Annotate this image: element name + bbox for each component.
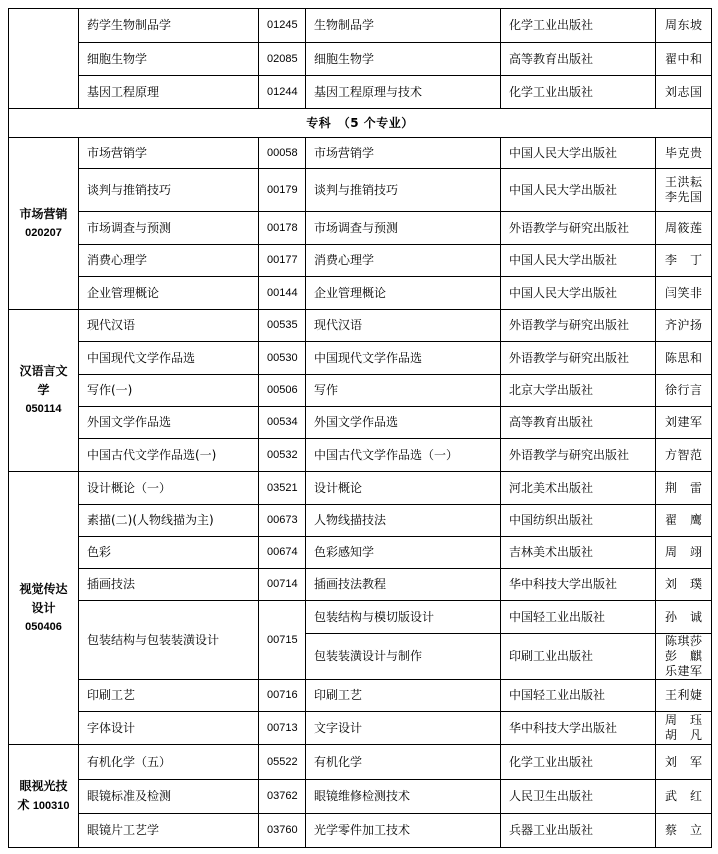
author-name: 陈思和 xyxy=(665,350,702,365)
course-code-cell: 00535 xyxy=(259,310,306,342)
course-name-cell: 现代汉语 xyxy=(79,310,259,342)
author-cell xyxy=(656,439,712,472)
textbook-title-cell: 插画技法教程 xyxy=(306,569,501,601)
author-cell xyxy=(656,745,712,780)
table-row xyxy=(9,745,712,780)
author-name: 毕克贵 xyxy=(665,145,702,160)
textbook-title-cell: 印刷工艺 xyxy=(306,680,501,712)
publisher-cell: 兵器工业出版社 xyxy=(501,814,656,848)
author-name: 乐建军 xyxy=(665,664,702,678)
table-row xyxy=(9,245,712,277)
textbook-title-cell: 写作 xyxy=(306,375,501,407)
course-code-cell: 00530 xyxy=(259,342,306,375)
publisher-cell: 人民卫生出版社 xyxy=(501,780,656,814)
author-cell xyxy=(656,780,712,814)
course-name-cell: 眼镜标准及检测 xyxy=(79,780,259,814)
author-cell xyxy=(656,814,712,848)
course-name-cell: 印刷工艺 xyxy=(79,680,259,712)
major-name: 眼视光技术 xyxy=(17,778,68,812)
table-row xyxy=(9,212,712,245)
author-cell xyxy=(656,680,712,712)
course-code-cell: 00532 xyxy=(259,439,306,472)
author-name: 翟 鹰 xyxy=(665,513,702,527)
section-header: 专科 （5 个专业） xyxy=(9,109,712,138)
author-name: 齐沪扬 xyxy=(665,318,702,332)
author-name: 徐行言 xyxy=(665,383,702,397)
table-row xyxy=(9,169,712,212)
course-code-cell: 01244 xyxy=(259,76,306,109)
course-name-cell: 眼镜片工艺学 xyxy=(79,814,259,848)
author-name: 刘 璞 xyxy=(665,577,702,591)
course-name-cell: 中国古代文学作品选(一) xyxy=(79,439,259,472)
author-name: 王洪耘 xyxy=(665,175,702,189)
author-cell xyxy=(656,569,712,601)
table-row xyxy=(9,9,712,43)
publisher-cell: 河北美术出版社 xyxy=(501,472,656,505)
table-body xyxy=(9,9,712,848)
author-name: 刘志国 xyxy=(665,84,702,99)
textbook-title-cell: 色彩感知学 xyxy=(306,537,501,569)
author-cell xyxy=(656,277,712,310)
course-name-cell: 市场营销学 xyxy=(79,138,259,169)
textbook-title-cell: 人物线描技法 xyxy=(306,505,501,537)
author-cell xyxy=(656,43,712,76)
textbook-title-cell: 外国文学作品选 xyxy=(306,407,501,439)
author-name: 方智范 xyxy=(665,447,702,462)
publisher-cell: 北京大学出版社 xyxy=(501,375,656,407)
course-code-cell: 00058 xyxy=(259,138,306,169)
textbook-title-cell: 谈判与推销技巧 xyxy=(306,169,501,212)
table-row xyxy=(9,342,712,375)
publisher-cell: 化学工业出版社 xyxy=(501,9,656,43)
textbook-title-cell: 眼镜维修检测技术 xyxy=(306,780,501,814)
publisher-cell: 化学工业出版社 xyxy=(501,745,656,780)
publisher-cell: 中国人民大学出版社 xyxy=(501,169,656,212)
publisher-cell: 中国人民大学出版社 xyxy=(501,138,656,169)
course-code-cell: 00716 xyxy=(259,680,306,712)
textbook-title-cell: 文字设计 xyxy=(306,712,501,745)
textbook-title-cell: 市场营销学 xyxy=(306,138,501,169)
table-row xyxy=(9,537,712,569)
publisher-cell: 中国纺织出版社 xyxy=(501,505,656,537)
table-row xyxy=(9,601,712,634)
author-cell xyxy=(656,212,712,245)
major-label xyxy=(15,362,73,419)
author-name: 周 珏 xyxy=(665,713,702,727)
table-row xyxy=(9,814,712,848)
textbook-title-cell: 细胞生物学 xyxy=(306,43,501,76)
course-name-cell: 有机化学（五） xyxy=(79,745,259,780)
course-code-cell: 03762 xyxy=(259,780,306,814)
major-label xyxy=(15,580,73,637)
author-cell xyxy=(656,342,712,375)
major-name: 视觉传达设计 xyxy=(19,581,68,615)
course-name-cell: 细胞生物学 xyxy=(79,43,259,76)
textbook-title-cell: 设计概论 xyxy=(306,472,501,505)
table-row xyxy=(9,375,712,407)
publisher-cell: 外语教学与研究出版社 xyxy=(501,310,656,342)
author-name: 荆 雷 xyxy=(665,480,702,495)
author-name: 刘建军 xyxy=(665,415,702,429)
publisher-cell: 吉林美术出版社 xyxy=(501,537,656,569)
author-cell xyxy=(656,138,712,169)
table-row xyxy=(9,472,712,505)
table-row xyxy=(9,505,712,537)
publisher-cell: 高等教育出版社 xyxy=(501,407,656,439)
table-row xyxy=(9,780,712,814)
author-cell xyxy=(656,537,712,569)
textbook-title-cell: 中国古代文学作品选（一） xyxy=(306,439,501,472)
publisher-cell: 华中科技大学出版社 xyxy=(501,569,656,601)
author-name: 孙 诚 xyxy=(665,609,702,624)
major-code: 100310 xyxy=(32,799,70,812)
publisher-cell: 印刷工业出版社 xyxy=(501,634,656,680)
major-cell xyxy=(9,138,79,310)
publisher-cell: 外语教学与研究出版社 xyxy=(501,342,656,375)
course-name-cell: 素描(二)(人物线描为主) xyxy=(79,505,259,537)
major-label xyxy=(15,205,73,243)
textbook-title-cell: 现代汉语 xyxy=(306,310,501,342)
author-cell xyxy=(656,310,712,342)
table-row xyxy=(9,138,712,169)
table-row xyxy=(9,76,712,109)
course-name-cell: 企业管理概论 xyxy=(79,277,259,310)
course-name-cell: 包装结构与包装装潢设计 xyxy=(79,601,259,680)
publisher-cell: 化学工业出版社 xyxy=(501,76,656,109)
table-row xyxy=(9,277,712,310)
publisher-cell: 外语教学与研究出版社 xyxy=(501,439,656,472)
course-name-cell: 市场调查与预测 xyxy=(79,212,259,245)
table-row xyxy=(9,680,712,712)
major-name: 市场营销 xyxy=(19,206,68,221)
course-code-cell: 00178 xyxy=(259,212,306,245)
author-name: 闫笑非 xyxy=(665,285,702,300)
course-code-cell: 02085 xyxy=(259,43,306,76)
course-code-cell: 03760 xyxy=(259,814,306,848)
major-name: 汉语言文学 xyxy=(19,364,68,397)
course-name-cell: 外国文学作品选 xyxy=(79,407,259,439)
author-cell xyxy=(656,472,712,505)
course-name-cell: 药学生物制品学 xyxy=(79,9,259,43)
course-name-cell: 色彩 xyxy=(79,537,259,569)
course-code-cell: 00714 xyxy=(259,569,306,601)
author-name: 王利婕 xyxy=(665,688,702,702)
textbook-title-cell: 基因工程原理与技术 xyxy=(306,76,501,109)
author-name: 周 翊 xyxy=(665,545,702,559)
publisher-cell: 中国轻工业出版社 xyxy=(501,680,656,712)
course-name-cell: 谈判与推销技巧 xyxy=(79,169,259,212)
course-name-cell: 基因工程原理 xyxy=(79,76,259,109)
course-name-cell: 写作(一) xyxy=(79,375,259,407)
course-code-cell: 00534 xyxy=(259,407,306,439)
author-name: 武 红 xyxy=(665,789,702,803)
publisher-cell: 中国人民大学出版社 xyxy=(501,277,656,310)
table-row xyxy=(9,439,712,472)
author-cell xyxy=(656,76,712,109)
publisher-cell: 中国轻工业出版社 xyxy=(501,601,656,634)
major-cell xyxy=(9,745,79,848)
author-cell xyxy=(656,505,712,537)
course-code-cell: 00179 xyxy=(259,169,306,212)
publisher-cell: 高等教育出版社 xyxy=(501,43,656,76)
table-row xyxy=(9,407,712,439)
course-name-cell: 中国现代文学作品选 xyxy=(79,342,259,375)
table-row xyxy=(9,43,712,76)
author-name: 刘 军 xyxy=(665,754,702,769)
course-code-cell: 00713 xyxy=(259,712,306,745)
author-cell xyxy=(656,169,712,212)
course-name-cell: 字体设计 xyxy=(79,712,259,745)
author-name: 胡 凡 xyxy=(665,728,702,742)
section-header-row xyxy=(9,109,712,138)
course-code-cell: 03521 xyxy=(259,472,306,505)
author-cell xyxy=(656,601,712,634)
publisher-cell: 外语教学与研究出版社 xyxy=(501,212,656,245)
major-code: 020207 xyxy=(25,226,62,239)
course-code-cell: 00674 xyxy=(259,537,306,569)
textbook-title-cell: 有机化学 xyxy=(306,745,501,780)
author-name: 李 丁 xyxy=(665,253,702,267)
textbook-title-cell: 市场调查与预测 xyxy=(306,212,501,245)
textbook-title-cell: 包装结构与模切版设计 xyxy=(306,601,501,634)
course-textbook-table xyxy=(8,8,712,848)
publisher-cell: 中国人民大学出版社 xyxy=(501,245,656,277)
course-code-cell: 00715 xyxy=(259,601,306,680)
course-code-cell: 00177 xyxy=(259,245,306,277)
course-code-cell: 00506 xyxy=(259,375,306,407)
author-name: 陈琪莎 xyxy=(665,634,702,648)
publisher-cell: 华中科技大学出版社 xyxy=(501,712,656,745)
author-cell xyxy=(656,712,712,745)
course-code-cell: 05522 xyxy=(259,745,306,780)
textbook-title-cell: 光学零件加工技术 xyxy=(306,814,501,848)
author-name: 翟中和 xyxy=(665,51,702,66)
author-cell xyxy=(656,407,712,439)
table-row xyxy=(9,712,712,745)
author-name: 李先国 xyxy=(665,190,702,204)
textbook-title-cell: 企业管理概论 xyxy=(306,277,501,310)
major-label xyxy=(15,777,73,816)
author-cell xyxy=(656,245,712,277)
textbook-title-cell: 生物制品学 xyxy=(306,9,501,43)
course-code-cell: 00673 xyxy=(259,505,306,537)
course-name-cell: 设计概论（一） xyxy=(79,472,259,505)
table-row xyxy=(9,310,712,342)
course-code-cell: 01245 xyxy=(259,9,306,43)
textbook-title-cell: 消费心理学 xyxy=(306,245,501,277)
course-code-cell: 00144 xyxy=(259,277,306,310)
textbook-title-cell: 中国现代文学作品选 xyxy=(306,342,501,375)
author-cell xyxy=(656,9,712,43)
major-cell-empty xyxy=(9,9,79,109)
major-code: 050114 xyxy=(25,403,62,415)
author-cell xyxy=(656,634,712,680)
major-cell xyxy=(9,472,79,745)
table-row xyxy=(9,569,712,601)
author-name: 周东坡 xyxy=(665,18,702,32)
course-name-cell: 插画技法 xyxy=(79,569,259,601)
textbook-title-cell: 包装装潢设计与制作 xyxy=(306,634,501,680)
author-cell xyxy=(656,375,712,407)
course-name-cell: 消费心理学 xyxy=(79,245,259,277)
major-cell xyxy=(9,310,79,472)
major-code: 050406 xyxy=(25,620,62,633)
author-name: 周筱莲 xyxy=(665,220,702,235)
author-name: 彭 麒 xyxy=(665,649,702,663)
author-name: 蔡 立 xyxy=(665,823,702,837)
